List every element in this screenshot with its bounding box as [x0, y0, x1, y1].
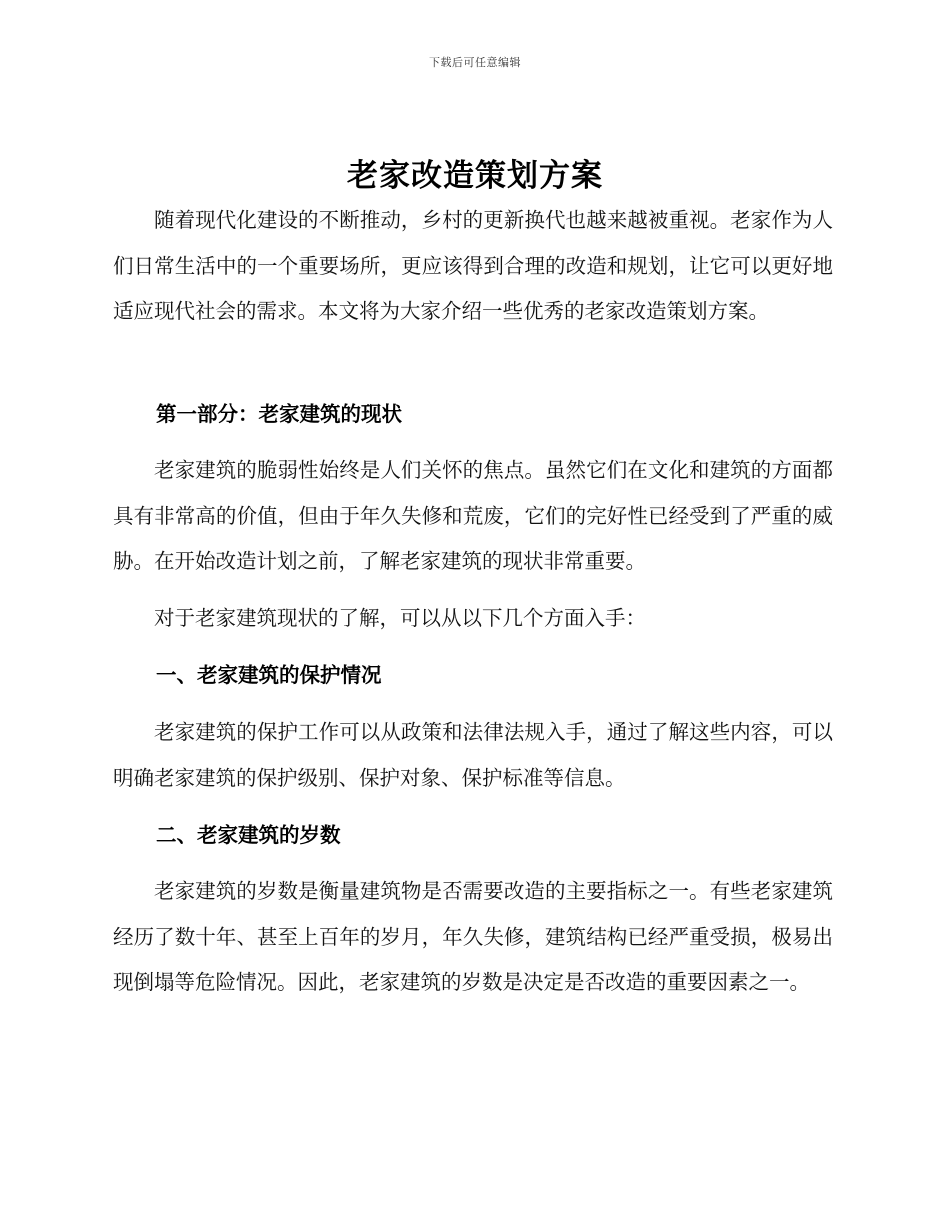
part1-heading: 第一部分：老家建筑的现状 — [156, 402, 402, 426]
section1-paragraph: 老家建筑的保护工作可以从政策和法律法规入手，通过了解这些内容，可以明确老家建筑的保护级别、保护对象、保护标准等信息。 — [113, 720, 833, 790]
section2-paragraph: 老家建筑的岁数是衡量建筑物是否需要改造的主要指标之一。有些老家建筑经历了数十年、甚至上百年的岁月，年久失修，建筑结构已经严重受损，极易出现倒塌等危险情况。因此，老家建筑的岁数是决定是否改造的重要因素之一。 — [113, 879, 833, 994]
section2-heading: 二、老家建筑的岁数 — [156, 823, 341, 847]
part1-paragraph-2: 对于老家建筑现状的了解，可以从以下几个方面入手： — [154, 606, 646, 630]
section1-heading: 一、老家建筑的保护情况 — [156, 663, 382, 687]
intro-paragraph: 随着现代化建设的不断推动，乡村的更新换代也越来越被重视。老家作为人们日常生活中的一个重要场所，更应该得到合理的改造和规划，让它可以更好地适应现代社会的需求。本文将为大家介绍一些优秀的老家改造策划方案。 — [113, 208, 833, 323]
header-note: 下载后可任意编辑 — [429, 56, 521, 69]
document-title: 老家改造策划方案 — [347, 158, 603, 194]
part1-paragraph-1: 老家建筑的脆弱性始终是人们关怀的焦点。虽然它们在文化和建筑的方面都具有非常高的价值，但由于年久失修和荒废，它们的完好性已经受到了严重的威胁。在开始改造计划之前，了解老家建筑的现状非常重要。 — [113, 458, 833, 573]
